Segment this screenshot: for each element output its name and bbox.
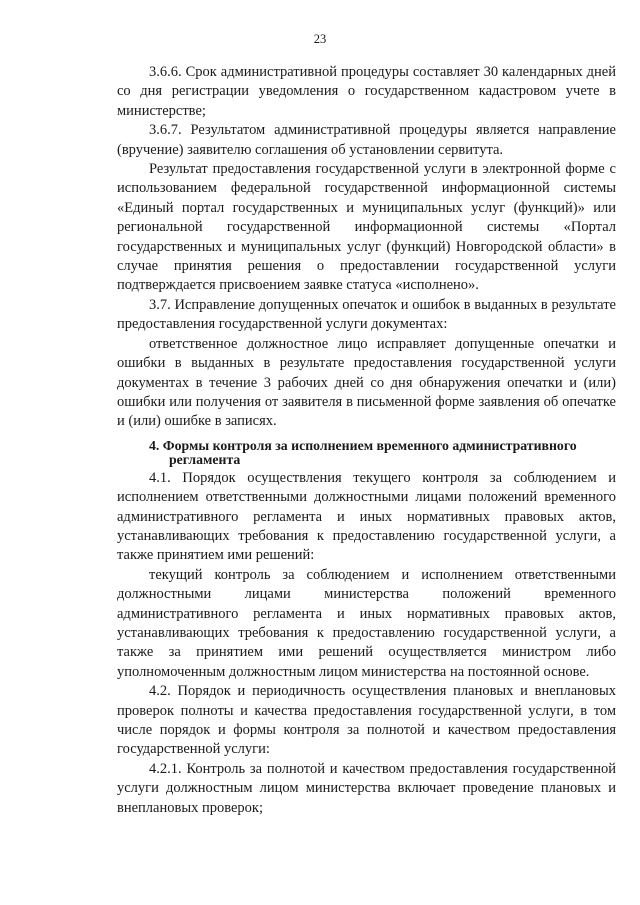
page-number: 23 <box>313 32 327 46</box>
section-4-heading-line1: 4. Формы контроля за исполнением временного административного <box>149 437 577 453</box>
document-body <box>117 63 616 818</box>
paragraph-3-7-detail: ответственное должностное лицо исправляет допущенные опечатки и ошибки в выданных в результате предоставления государственной услуги документах в течение 3 рабочих дней со дня обнаружения опечатки и (или) ошибки или получения от заявителя в письменной форме заявления об опечатке и (или) ошибке в записях. <box>117 335 616 430</box>
section-4-heading <box>117 439 616 468</box>
section-4-heading-line2: регламента <box>169 452 241 468</box>
paragraph-4-1: 4.1. Порядок осуществления текущего контроля за соблюдением и исполнением ответственными должностными лицами положений временного административного регламента и иных нормативных правовых актов, устанавливающих требования к предоставлению государственной услуги, а также принятием ими решений: <box>117 469 616 564</box>
paragraph-3-6-6: 3.6.6. Срок административной процедуры составляет 30 календарных дней со дня регистрации уведомления о государственном кадастровом учете в министерстве; <box>117 64 616 119</box>
paragraph-4-2-1: 4.2.1. Контроль за полнотой и качеством предоставления государственной услуги должностным лицом министерства включает проведение плановых и внеплановых проверок; <box>117 760 616 816</box>
paragraph-4-1-detail: текущий контроль за соблюдением и исполнением ответственными должностными лицами министерства положений временного административного регламента и иных нормативных правовых актов, устанавливающих требования к предоставлению государственной услуги, а также за принятием ими решений осуществляется министром либо уполномоченным должностным лицом министерства на постоянной основе. <box>117 566 616 680</box>
paragraph-result: Результат предоставления государственной услуги в электронной форме с использованием федеральной государственной информационной системы «Единый портал государственных и муниципальных услуг (функций)» или региональной государственной информационной системы «Портал государственных и муниципальных услуг (функций) Новгородской области» в случае принятия решения о предоставлении государственной услуги подтверждается присвоением заявке статуса «исполнено». <box>117 161 616 294</box>
paragraph-3-7: 3.7. Исправление допущенных опечаток и ошибок в выданных в результате предоставления государственной услуги документах: <box>117 296 616 333</box>
paragraph-3-6-7: 3.6.7. Результатом административной процедуры является направление (вручение) заявителю соглашения об установлении сервитута. <box>117 122 616 158</box>
paragraph-4-2: 4.2. Порядок и периодичность осуществления плановых и внеплановых проверок полноты и качества предоставления государственной услуги, в том числе порядок и формы контроля за полнотой и качеством предоставления государственной услуги: <box>117 683 616 758</box>
